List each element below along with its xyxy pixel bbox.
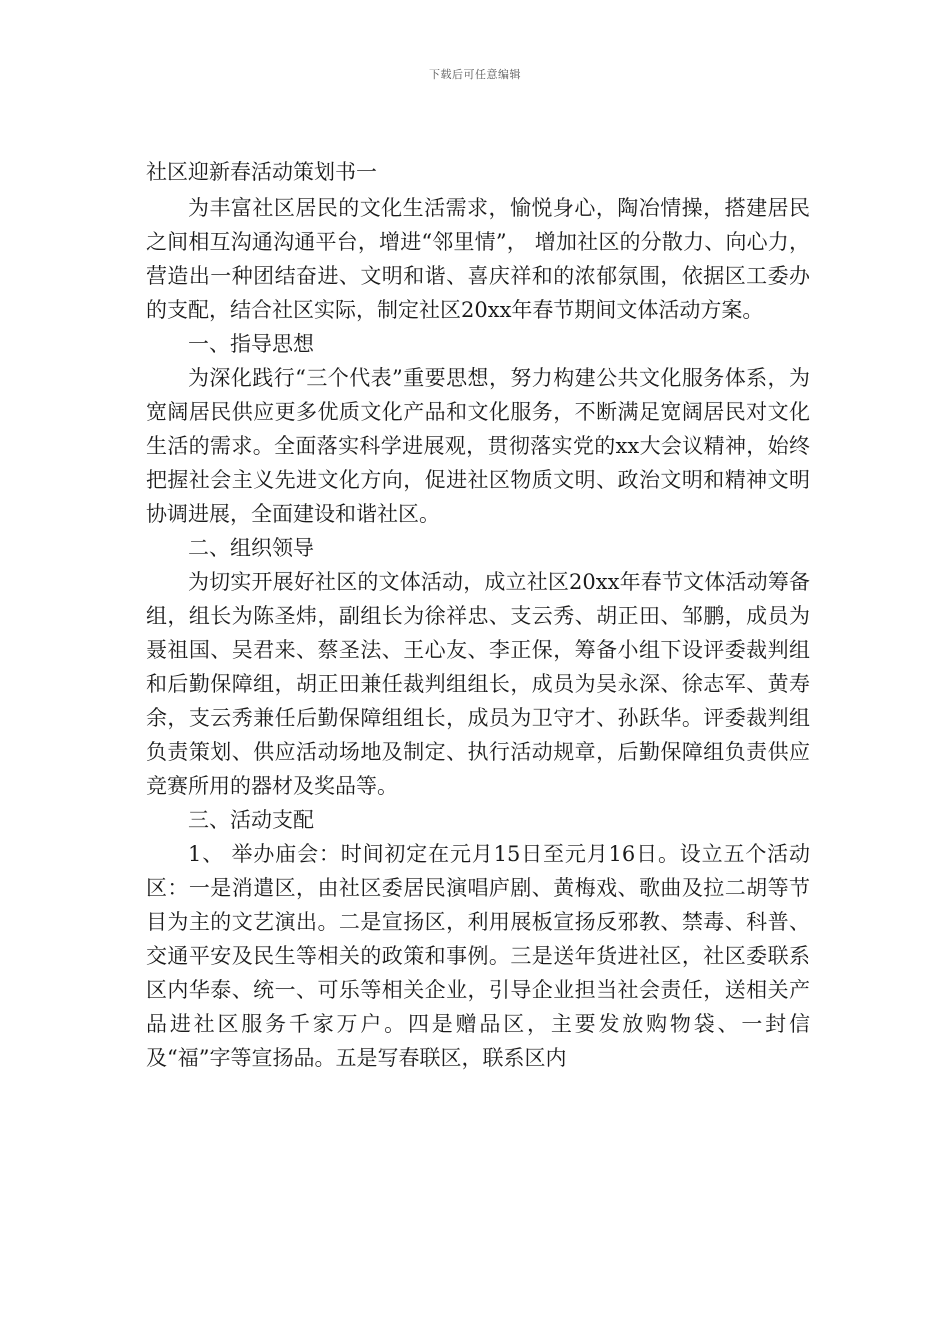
- document-title: 社区迎新春活动策划书一: [146, 160, 377, 184]
- intro-paragraph: 为丰富社区居民的文化生活需求，愉悦身心，陶冶情操，搭建居民之间相互沟通沟通平台，增进“邻里情”， 增加社区的分散力、向心力，营造出一种团结奋进、文明和谐、喜庆祥和的浓郁氛围，依据区工委办的支配，结合社区实际，制定社区20xx年春节期间文体活动方案。: [146, 196, 810, 322]
- guiding-thought-paragraph: 为深化践行“三个代表”重要思想，努力构建公共文化服务体系，为宽阔居民供应更多优质文化产品和文化服务，不断满足宽阔居民对文化生活的需求。全面落实科学进展观，贯彻落实党的xx大会议精神，始终把握社会主义先进文化方向，促进社区物质文明、政治文明和精神文明协调进展，全面建设和谐社区。: [146, 366, 810, 526]
- activity-item-temple-fair: 1、 举办庙会：时间初定在元月15日至元月16日。设立五个活动区：一是消遣区，由社区委居民演唱庐剧、黄梅戏、歌曲及拉二胡等节目为主的文艺演出。二是宣扬区，利用展板宣扬反邪教、禁毒、科普、交通平安及民生等相关的政策和事例。三是送年货进社区，社区委联系区内华泰、统一、可乐等相关企业，引导企业担当社会责任，送相关产品进社区服务千家万户。四是赠品区，主要发放购物袋、一封信及“福”字等宣扬品。五是写春联区，联系区内: [146, 842, 810, 1070]
- page-header: 下载后可任意编辑: [429, 68, 521, 81]
- section-heading-activities: 三、活动支配: [188, 808, 314, 832]
- section-heading-guiding-thought: 一、指导思想: [188, 332, 314, 356]
- document-body: [146, 157, 810, 1075]
- section-heading-organization: 二、组织领导: [188, 536, 314, 560]
- organization-paragraph: 为切实开展好社区的文体活动，成立社区20xx年春节文体活动筹备组，组长为陈圣炜，副组长为徐祥忠、支云秀、胡正田、邹鹏，成员为聂祖国、吴君来、蔡圣法、王心友、李正保，筹备小组下设评委裁判组和后勤保障组，胡正田兼任裁判组组长，成员为吴永深、徐志军、黄寿余，支云秀兼任后勤保障组组长，成员为卫守才、孙跃华。评委裁判组负责策划、供应活动场地及制定、执行活动规章，后勤保障组负责供应竞赛所用的器材及奖品等。: [146, 570, 810, 798]
